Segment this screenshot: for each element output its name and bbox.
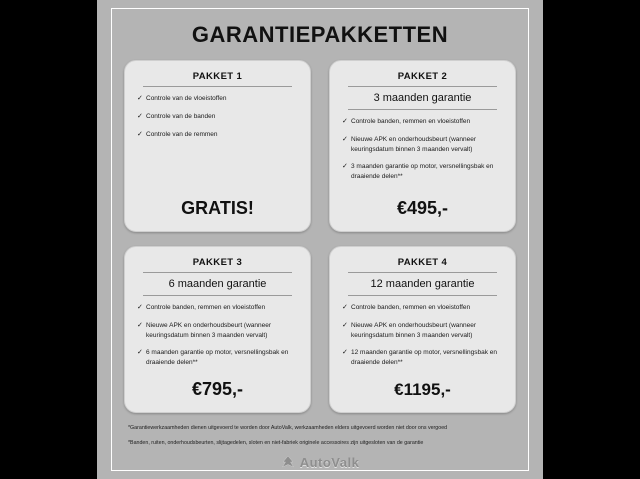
package-name: PAKKET 4 — [348, 257, 497, 273]
check-icon: ✓ — [342, 118, 348, 125]
page-title: GARANTIEPAKKETTEN — [191, 22, 449, 47]
brand-name: AutoValk — [299, 454, 360, 470]
list-item — [342, 321, 503, 341]
package-name: PAKKET 3 — [143, 257, 292, 273]
package-name: PAKKET 1 — [143, 71, 292, 87]
feature-text: Controle banden, remmen en vloeistoffen — [146, 304, 266, 311]
feature-list — [342, 303, 503, 376]
feature-text: 12 maanden garantie op motor, versnellingsbak en draaiende delen** — [351, 348, 497, 367]
list-item — [137, 94, 298, 105]
check-icon: ✓ — [137, 348, 143, 356]
feature-text: Controle van de remmen — [146, 130, 218, 138]
check-icon: ✓ — [137, 304, 143, 311]
package-subtitle: 3 maanden garantie — [348, 87, 497, 110]
check-icon: ✓ — [137, 112, 143, 120]
feature-text: Nieuwe APK en onderhoudsbeurt (wanneer keuringsdatum binnen 3 maanden vervalt) — [351, 321, 477, 339]
feature-text: Controle van de vloeistoffen — [146, 95, 227, 102]
list-item — [137, 321, 298, 341]
check-icon: ✓ — [342, 162, 348, 170]
check-icon: ✓ — [342, 135, 348, 143]
list-item — [137, 130, 298, 141]
list-item — [137, 348, 298, 368]
feature-text: Nieuwe APK en onderhoudsbeurt (wanneer keuringsdatum binnen 3 maanden vervalt) — [351, 135, 477, 153]
footnote-1: *Garantiewerkzaamheden dienen uitgevoerd te worden door AutoValk, werkzaamheden elders uitgevoerd worden niet door ons vergoed — [128, 425, 448, 432]
footnote-2: *Banden, ruiten, onderhoudsbeurten, slijtagedelen, sloten en niet-fabriek originele accessoires zijn uitgesloten van de garantie — [128, 440, 424, 447]
list-item — [342, 162, 503, 182]
package-name: PAKKET 2 — [348, 71, 497, 87]
package-card-3[interactable] — [124, 246, 311, 413]
package-price: €795,- — [191, 379, 244, 400]
list-item — [342, 348, 503, 368]
brand-logo — [124, 455, 516, 470]
feature-text: 3 maanden garantie op motor, versnellingsbak en draaiende delen** — [351, 162, 494, 181]
check-icon: ✓ — [137, 321, 143, 329]
package-card-1[interactable] — [124, 60, 311, 232]
feature-list — [342, 117, 503, 194]
feature-text: Controle van de banden — [146, 112, 216, 120]
list-item — [342, 135, 503, 155]
package-price: GRATIS! — [181, 198, 254, 218]
package-card-2[interactable] — [329, 60, 516, 232]
feature-text: 6 maanden garantie op motor, versnellingsbak en draaiende delen** — [146, 348, 289, 367]
list-item — [137, 112, 298, 123]
poster-frame — [111, 8, 529, 471]
check-icon: ✓ — [342, 304, 348, 311]
warranty-poster — [97, 0, 543, 479]
feature-list — [137, 94, 298, 194]
footnotes — [124, 425, 516, 448]
package-price: €1195,- — [394, 380, 451, 400]
list-item — [342, 117, 503, 128]
feature-list — [137, 303, 298, 375]
package-card-4[interactable] — [329, 246, 516, 413]
check-icon: ✓ — [342, 348, 348, 356]
list-item — [342, 303, 503, 314]
package-grid — [124, 60, 516, 413]
feature-text: Nieuwe APK en onderhoudsbeurt (wanneer keuringsdatum binnen 3 maanden vervalt) — [146, 321, 272, 339]
valk-falcon-icon — [281, 455, 295, 469]
package-price: €495,- — [396, 198, 449, 218]
feature-text: Controle banden, remmen en vloeistoffen — [351, 304, 471, 311]
check-icon: ✓ — [342, 321, 348, 329]
list-item — [137, 303, 298, 314]
check-icon: ✓ — [137, 130, 143, 138]
package-subtitle: 6 maanden garantie — [143, 273, 292, 296]
package-subtitle: 12 maanden garantie — [348, 273, 497, 296]
check-icon: ✓ — [137, 95, 143, 102]
feature-text: Controle banden, remmen en vloeistoffen — [351, 118, 471, 125]
